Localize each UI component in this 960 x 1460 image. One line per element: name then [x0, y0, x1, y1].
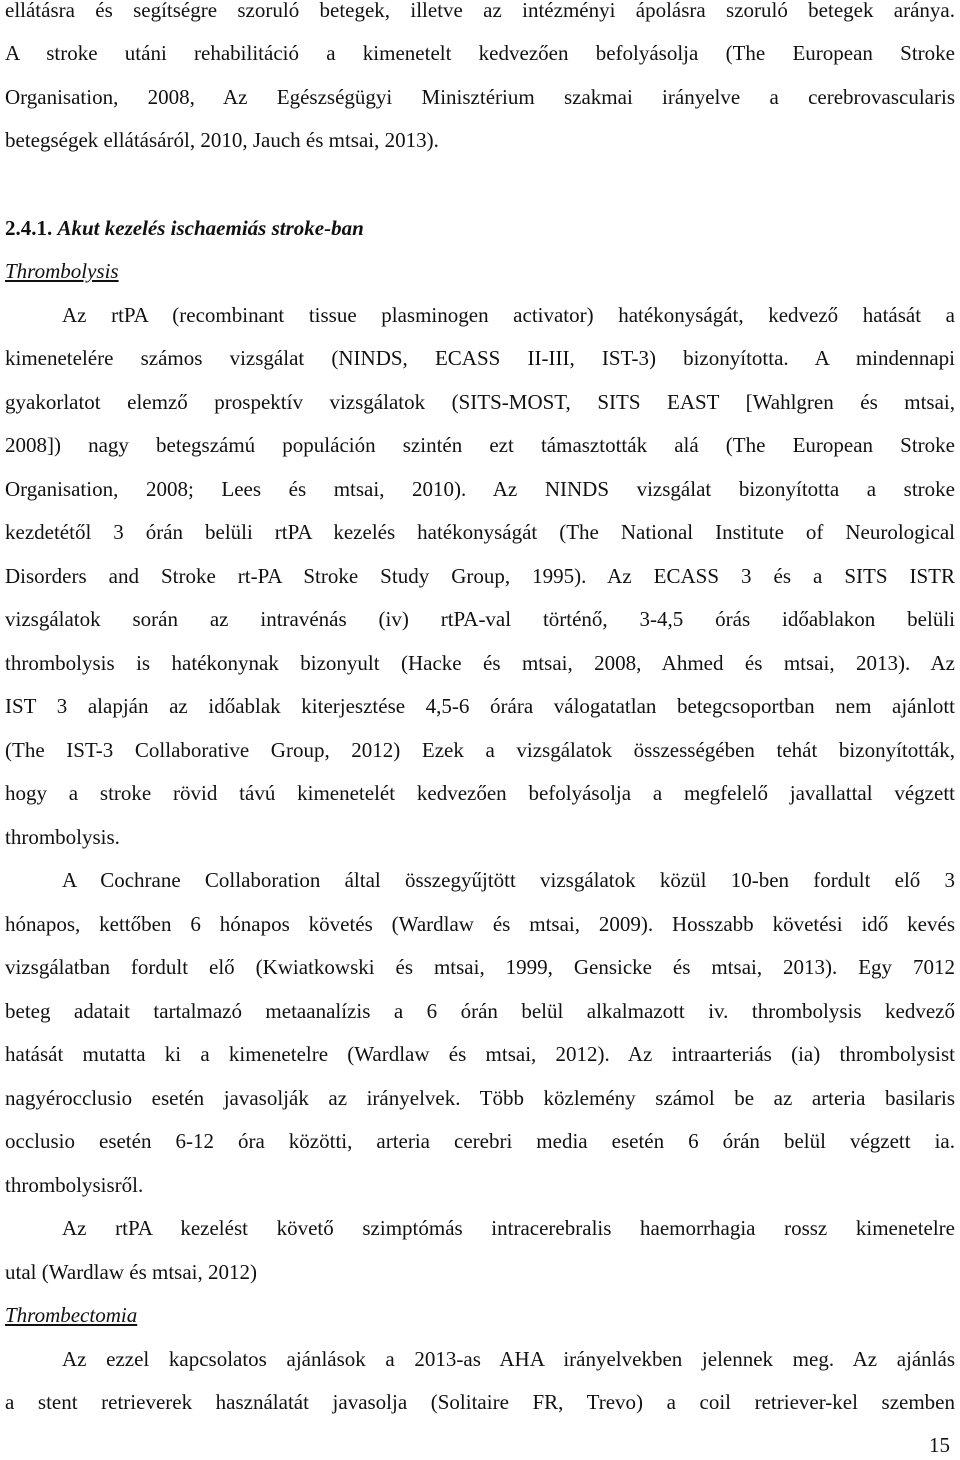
paragraph-line: Organisation, 2008; Lees és mtsai, 2010). Az NINDS vizsgálat bizonyította a stroke	[5, 477, 955, 501]
paragraph-line: gyakorlatot elemző prospektív vizsgálatok (SITS-MOST, SITS EAST [Wahlgren és mtsai,	[5, 390, 955, 414]
paragraph-line: beteg adatait tartalmazó metaanalízis a 6 órán belül alkalmazott iv. thrombolysis kedvező	[5, 999, 955, 1023]
paragraph-line: 2008]) nagy betegszámú populáción szintén ezt támasztották alá (The European Stroke	[5, 433, 955, 457]
intro-line: A stroke utáni rehabilitáció a kimenetelt kedvezően befolyásolja (The European Stroke	[5, 41, 955, 65]
paragraph-line: IST 3 alapján az időablak kiterjesztése 4,5-6 órára válogatatlan betegcsoportban nem ajánlott	[5, 694, 955, 718]
intro-line: betegségek ellátásáról, 2010, Jauch és mtsai, 2013).	[5, 128, 439, 152]
paragraph-line: kimenetelére számos vizsgálat (NINDS, ECASS II-III, IST-3) bizonyította. A mindennapi	[5, 346, 955, 370]
paragraph-line: Disorders and Stroke rt-PA Stroke Study Group, 1995). Az ECASS 3 és a SITS ISTR	[5, 564, 955, 588]
subheading-thrombolysis: Thrombolysis	[5, 259, 119, 283]
paragraph-line: thrombolysis.	[5, 825, 120, 849]
paragraph-line: hatását mutatta ki a kimenetelre (Wardlaw és mtsai, 2012). Az intraarteriás (ia) thrombolysist	[5, 1042, 955, 1066]
intro-line: Organisation, 2008, Az Egészségügyi Minisztérium szakmai irányelve a cerebrovascularis	[5, 85, 955, 109]
page-number: 15	[929, 1433, 950, 1457]
subheading-thrombectomia: Thrombectomia	[5, 1303, 138, 1327]
paragraph-line: occlusio esetén 6-12 óra közötti, arteria cerebri media esetén 6 órán belül végzett ia.	[5, 1129, 955, 1153]
paragraph-line: hogy a stroke rövid távú kimenetelét kedvezően befolyásolja a megfelelő javallattal végzett	[5, 781, 955, 805]
paragraph-line: utal (Wardlaw és mtsai, 2012)	[5, 1260, 257, 1284]
paragraph-line: kezdetétől 3 órán belüli rtPA kezelés hatékonyságát (The National Institute of Neurological	[5, 520, 955, 544]
paragraph-line: nagyérocclusio esetén javasolják az irányelvek. Több közlemény számol be az arteria basilaris	[5, 1086, 955, 1110]
document-page	[5, 0, 955, 1460]
paragraph-line: A Cochrane Collaboration által összegyűjtött vizsgálatok közül 10-ben fordult elő 3	[62, 868, 955, 892]
section-heading	[5, 215, 364, 241]
paragraph-line: a stent retrieverek használatát javasolja (Solitaire FR, Trevo) a coil retriever-kel szemben	[5, 1390, 955, 1414]
intro-line: ellátásra és segítségre szoruló betegek, illetve az intézményi ápolásra szoruló betegek aránya.	[5, 0, 955, 22]
paragraph-line: Az rtPA kezelést követő szimptómás intracerebralis haemorrhagia rossz kimenetelre	[62, 1216, 955, 1240]
paragraph-line: vizsgálatok során az intravénás (iv) rtPA-val történő, 3-4,5 órás időablakon belüli	[5, 607, 955, 631]
section-title: Akut kezelés ischaemiás stroke-ban	[57, 216, 364, 240]
paragraph-line: vizsgálatban fordult elő (Kwiatkowski és mtsai, 1999, Gensicke és mtsai, 2013). Egy 7012	[5, 955, 955, 979]
section-number: 2.4.1.	[5, 216, 53, 240]
paragraph-line: thrombolysisről.	[5, 1173, 144, 1197]
paragraph-line: hónapos, kettőben 6 hónapos követés (Wardlaw és mtsai, 2009). Hosszabb követési idő kevés	[5, 912, 955, 936]
paragraph-line: Az rtPA (recombinant tissue plasminogen activator) hatékonyságát, kedvező hatását a	[62, 303, 955, 327]
paragraph-line: (The IST-3 Collaborative Group, 2012) Ezek a vizsgálatok összességében tehát bizonyították,	[5, 738, 955, 762]
paragraph-line: Az ezzel kapcsolatos ajánlások a 2013-as AHA irányelvekben jelennek meg. Az ajánlás	[62, 1347, 955, 1371]
paragraph-line: thrombolysis is hatékonynak bizonyult (Hacke és mtsai, 2008, Ahmed és mtsai, 2013). Az	[5, 651, 955, 675]
